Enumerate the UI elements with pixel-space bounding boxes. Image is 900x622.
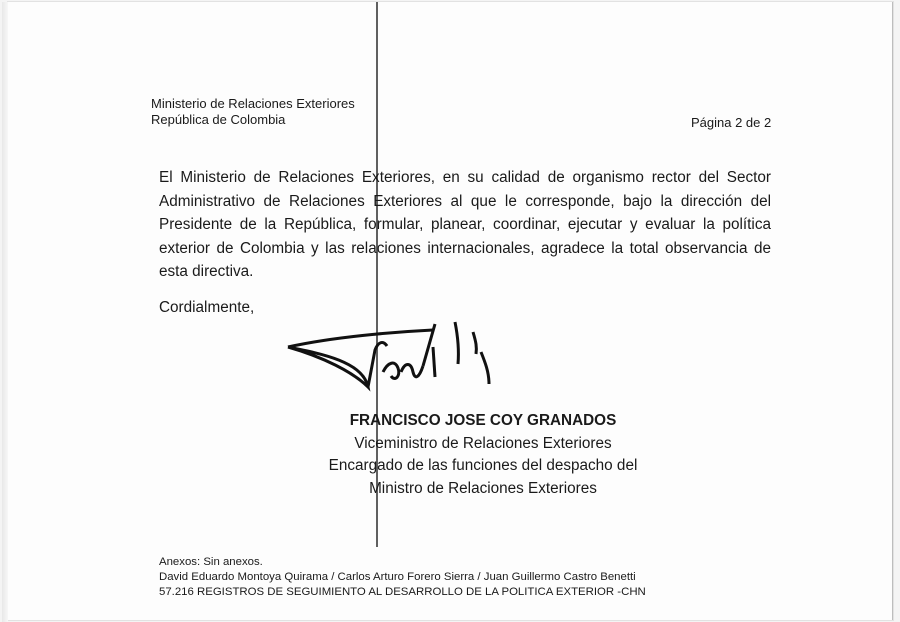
body-paragraph: El Ministerio de Relaciones Exteriores, en su calidad de organismo rector del Sector Administrativo de Relaciones Exteriores al que le corresponde, bajo la dirección del Presidente de la República, formular, planear, coordinar, ejecutar y evaluar la política exterior de Colombia y las relaciones internacionales, agradece la total observancia de esta directiva.: [159, 169, 771, 281]
annex-block: [159, 555, 646, 600]
signer-name: FRANCISCO JOSE COY GRANADOS: [349, 412, 617, 429]
closing-salutation: Cordialmente,: [159, 299, 255, 316]
document-page: [8, 2, 893, 620]
signer-block: [278, 410, 688, 500]
annex-line-2: David Eduardo Montoya Quirama / Carlos Arturo Forero Sierra / Juan Guillermo Castro Benetti: [159, 571, 636, 583]
letterhead: [151, 96, 355, 128]
signer-title-1: Viceministro de Relaciones Exteriores: [354, 434, 612, 452]
handwritten-signature: [283, 302, 503, 402]
country-name: República de Colombia: [151, 112, 286, 127]
signer-title-2: Encargado de las funciones del despacho del: [328, 457, 638, 474]
annex-line-3: 57.216 REGISTROS DE SEGUIMIENTO AL DESARROLLO DE LA POLITICA EXTERIOR -CHN: [159, 586, 646, 598]
annex-line-1: Anexos: Sin anexos.: [159, 556, 263, 568]
signer-title-3: Ministro de Relaciones Exteriores: [369, 479, 597, 497]
page-number: Página 2 de 2: [691, 115, 772, 130]
ministry-name: Ministerio de Relaciones Exteriores: [151, 96, 355, 111]
